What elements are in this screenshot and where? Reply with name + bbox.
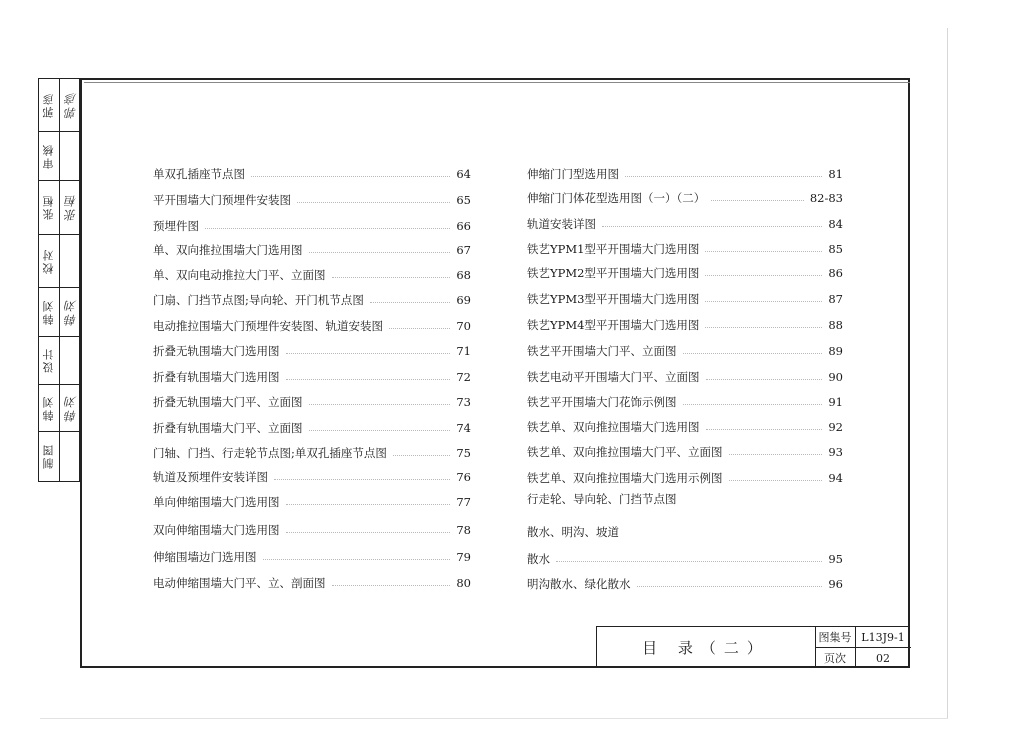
toc-entry: 门扇、门挡节点图;导向轮、开门机节点图 69 bbox=[153, 293, 471, 307]
toc-entry: 轨道安装详图 84 bbox=[527, 217, 843, 231]
toc-entry: 铁艺电动平开围墙大门平、立面图 90 bbox=[527, 370, 843, 384]
toc-entry: 电动推拉围墙大门预埋件安装图、轨道安装图 70 bbox=[153, 319, 471, 333]
signature-name-4: 韩刘 bbox=[42, 394, 55, 421]
page-number: 02 bbox=[876, 651, 890, 665]
toc-entry: 单、双向推拉围墙大门选用图 67 bbox=[153, 243, 471, 257]
toc-entry: 明沟散水、绿化散水 96 bbox=[527, 577, 843, 591]
sheet-edge bbox=[947, 28, 948, 718]
atlas-number-label: 图集号 bbox=[818, 631, 852, 644]
toc-section-heading: 散水、明沟、坡道 bbox=[527, 525, 619, 539]
toc-entry: 折叠无轨围墙大门选用图 71 bbox=[153, 344, 471, 358]
signature-strip bbox=[38, 78, 80, 482]
toc-entry: 双向伸缩围墙大门选用图 78 bbox=[153, 523, 471, 537]
signature-name-2: 张桓 bbox=[42, 194, 55, 220]
signature-name-3: 韩刘 bbox=[42, 298, 55, 325]
frame-inner-line bbox=[84, 82, 910, 83]
toc-entry: 铁艺单、双向推拉围墙大门选用示例图 94 bbox=[527, 471, 843, 485]
toc-entry: 电动伸缩围墙大门平、立、剖面图 80 bbox=[153, 576, 471, 590]
toc-entry-continuation: 行走轮、导向轮、门挡节点图 bbox=[527, 492, 677, 506]
toc-entry: 单双孔插座节点图 64 bbox=[153, 167, 471, 181]
toc-entry: 铁艺平开围墙大门平、立面图 89 bbox=[527, 344, 843, 358]
page-number-label: 页次 bbox=[824, 652, 846, 665]
role-label-proof: 校对 bbox=[42, 247, 55, 274]
toc-entry: 平开围墙大门预埋件安装图 65 bbox=[153, 193, 471, 207]
toc-entry: 折叠无轨围墙大门平、立面图 73 bbox=[153, 395, 471, 409]
toc-entry: 伸缩门门体花型选用图（一）（二） 82-83 bbox=[527, 191, 843, 205]
toc-entry: 铁艺YPM3型平开围墙大门选用图 87 bbox=[527, 292, 843, 306]
signature-hand-2: 张桓 bbox=[63, 193, 78, 221]
toc-entry: 轨道及预埋件安装详图 76 bbox=[153, 470, 471, 484]
toc-entry: 门轴、门挡、行走轮节点图;单双孔插座节点图 75 bbox=[153, 446, 471, 460]
title-block bbox=[596, 626, 910, 668]
role-label-design: 设计 bbox=[42, 347, 55, 373]
toc-entry: 散水 95 bbox=[527, 552, 843, 566]
toc-entry: 铁艺YPM4型平开围墙大门选用图 88 bbox=[527, 318, 843, 332]
toc-entry: 伸缩围墙边门选用图 79 bbox=[153, 550, 471, 564]
role-label-drafting: 制图 bbox=[42, 443, 55, 469]
toc-entry: 单、双向电动推拉大门平、立面图 68 bbox=[153, 268, 471, 282]
signature-hand-4: 韩刘 bbox=[63, 393, 78, 422]
signature-hand-3: 韩刘 bbox=[63, 297, 78, 326]
toc-entry: 单向伸缩围墙大门选用图 77 bbox=[153, 495, 471, 509]
sheet-edge-bottom bbox=[40, 718, 948, 719]
drawing-title: 目 录（二） bbox=[642, 638, 770, 657]
toc-entry: 预埋件图 66 bbox=[153, 219, 471, 233]
toc-entry: 铁艺YPM1型平开围墙大门选用图 85 bbox=[527, 242, 843, 256]
toc-entry: 折叠有轨围墙大门平、立面图 74 bbox=[153, 421, 471, 435]
toc-entry: 铁艺平开围墙大门花饰示例图 91 bbox=[527, 395, 843, 409]
atlas-number: L13J9-1 bbox=[861, 630, 905, 644]
toc-entry: 铁艺YPM2型平开围墙大门选用图 86 bbox=[527, 266, 843, 280]
toc-entry: 折叠有轨围墙大门选用图 72 bbox=[153, 370, 471, 384]
signature-hand-1: 郭彦 bbox=[63, 91, 78, 119]
signature-name-1: 郭彦 bbox=[42, 92, 55, 118]
toc-entry: 铁艺单、双向推拉围墙大门选用图 92 bbox=[527, 420, 843, 434]
toc-entry: 伸缩门门型选用图 81 bbox=[527, 167, 843, 181]
toc-entry: 铁艺单、双向推拉围墙大门平、立面图 93 bbox=[527, 445, 843, 459]
role-label-review: 审核 bbox=[42, 142, 55, 169]
